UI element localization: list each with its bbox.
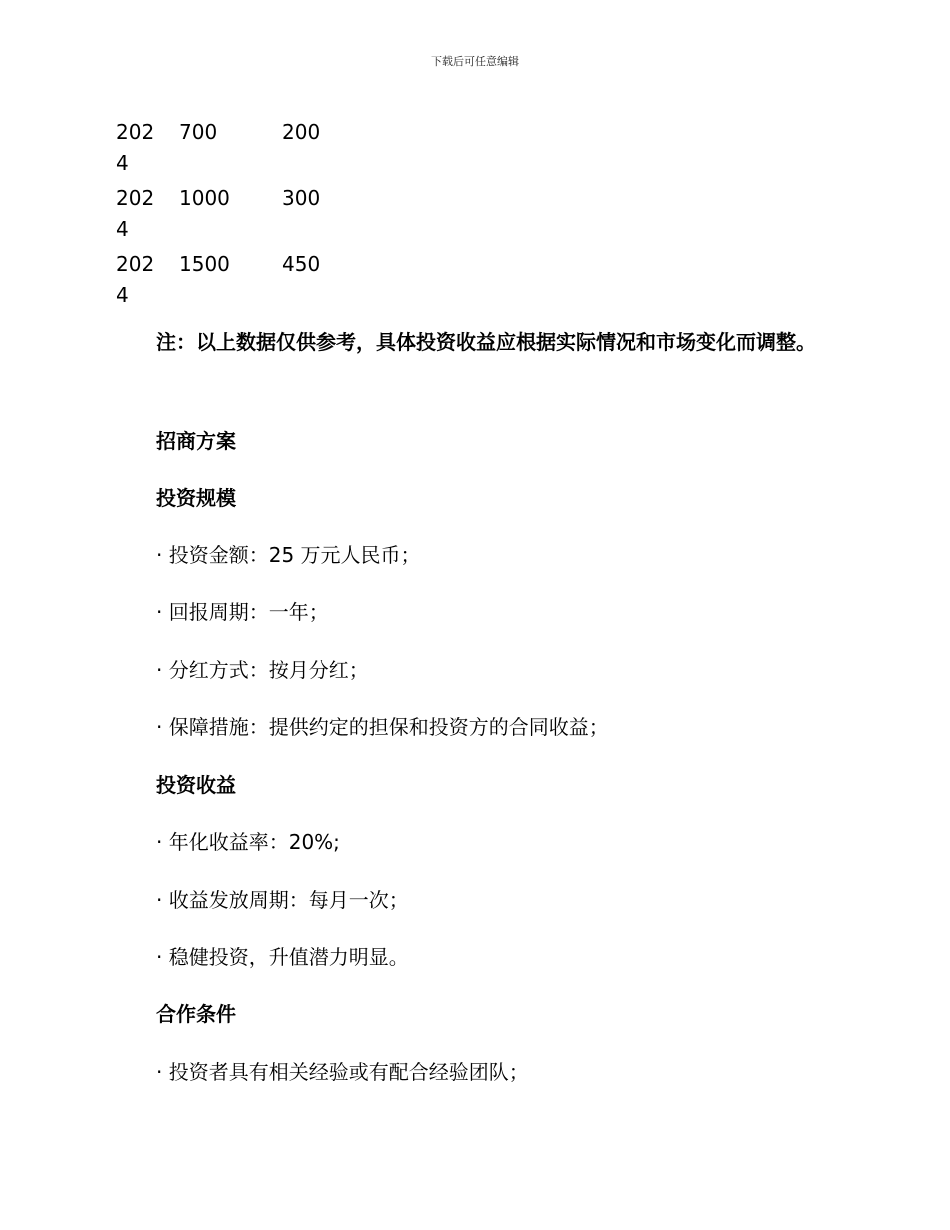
year-cell — [116, 117, 179, 183]
table-cell: 200 — [282, 120, 321, 144]
table-cell: 450 — [282, 252, 321, 276]
list-item: · 保障措施：提供约定的担保和投资方的合同收益； — [156, 715, 609, 739]
year-cell — [116, 183, 179, 249]
table-row — [116, 249, 362, 315]
list-item: · 投资金额：25 万元人民币； — [156, 543, 421, 567]
disclaimer-note: 注：以上数据仅供参考，具体投资收益应根据实际情况和市场变化而调整。 — [156, 330, 816, 354]
list-item: · 回报周期：一年； — [156, 600, 329, 624]
year-text-line2: 4 — [116, 217, 129, 241]
list-item: · 收益发放周期：每月一次； — [156, 888, 409, 912]
table-row — [116, 117, 362, 183]
table-cell: 1500 — [179, 252, 230, 276]
list-item: · 稳健投资，升值潜力明显。 — [156, 945, 409, 969]
year-text-line2: 4 — [116, 151, 129, 175]
table-row — [116, 183, 362, 249]
year-text-line2: 4 — [116, 283, 129, 307]
list-item: · 年化收益率：20%; — [156, 830, 340, 854]
section-heading-returns: 投资收益 — [156, 773, 236, 797]
year-text-line1: 202 — [116, 120, 155, 144]
page-header: 下载后可任意编辑 — [431, 55, 519, 68]
year-cell — [116, 249, 179, 315]
investment-table — [116, 117, 362, 315]
section-heading-scale: 投资规模 — [156, 486, 236, 510]
section-heading-conditions: 合作条件 — [156, 1002, 236, 1026]
table-cell: 700 — [179, 120, 218, 144]
table-cell: 300 — [282, 186, 321, 210]
table-cell: 1000 — [179, 186, 230, 210]
list-item: · 投资者具有相关经验或有配合经验团队； — [156, 1060, 529, 1084]
year-text-line1: 202 — [116, 252, 155, 276]
section-heading-plan: 招商方案 — [156, 429, 236, 453]
year-text-line1: 202 — [116, 186, 155, 210]
list-item: · 分红方式：按月分红； — [156, 658, 369, 682]
